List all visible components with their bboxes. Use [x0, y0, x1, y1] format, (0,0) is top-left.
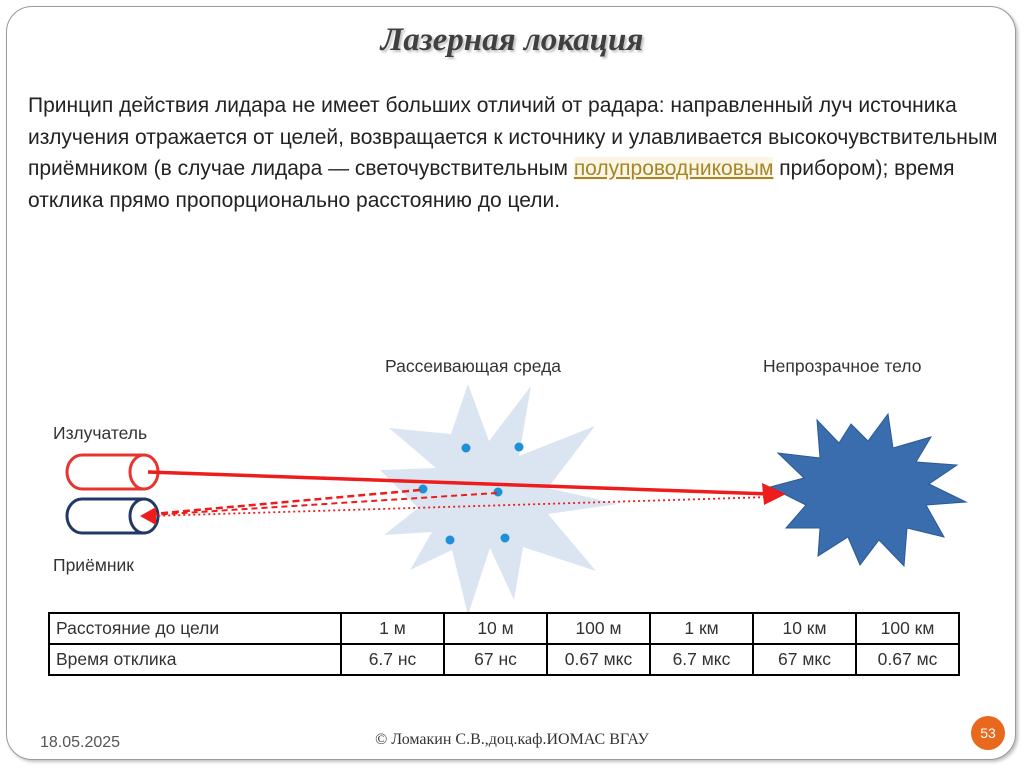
opaque-target-label: Непрозрачное тело [763, 356, 922, 376]
table-cell: 0.67 мс [856, 644, 959, 675]
slide-title: Лазерная локация [380, 22, 644, 58]
particle-dot [501, 534, 510, 543]
table-cell: 100 м [547, 613, 650, 644]
particle-dot [462, 444, 471, 453]
semiconductor-link[interactable]: полупроводниковым [573, 157, 774, 180]
footer-date: 18.05.2025 [40, 734, 121, 751]
opaque-target-shape [770, 414, 966, 566]
table-cell: 10 км [753, 613, 856, 644]
paragraph-text-start: Принцип действия лидара не имеет больших отличий от радара: направленный луч источника излучения отражается от целей, возвращается к источнику и улавливается высокочувствительным приёмником (в случае лидара — светочувствительным [28, 94, 998, 180]
return-beam-dashed [152, 490, 420, 514]
table-cell: 1 м [341, 613, 444, 644]
receiver-label: Приёмник [53, 555, 134, 575]
row-header: Время отклика [49, 644, 341, 675]
particle-dot [494, 488, 503, 497]
scattering-medium-label: Рассеивающая среда [385, 356, 562, 376]
paragraph-text-end: прибором); время отклика прямо пропорционально расстоянию до цели. [28, 157, 955, 212]
page-number-badge: 53 [971, 716, 1005, 750]
row-header: Расстояние до цели [49, 613, 341, 644]
table-cell: 67 нс [444, 644, 547, 675]
particle-dot [515, 443, 524, 452]
table-row [49, 613, 959, 644]
footer-copyright: © Ломакин С.В.,доц.каф.ИОМАС ВГАУ [375, 731, 649, 748]
table-row [49, 644, 959, 675]
scattering-medium-shape [380, 384, 618, 615]
table-cell: 6.7 мкс [650, 644, 753, 675]
table-cell: 100 км [856, 613, 959, 644]
table-cell: 0.67 мкс [547, 644, 650, 675]
table-cell: 6.7 нс [341, 644, 444, 675]
table-cell: 10 м [444, 613, 547, 644]
table-cell: 67 мкс [753, 644, 856, 675]
emitter-cylinder-icon [67, 455, 158, 489]
particle-dot [446, 536, 455, 545]
emitter-label: Излучатель [53, 423, 148, 443]
table-cell: 1 км [650, 613, 753, 644]
distance-response-table [48, 612, 960, 676]
